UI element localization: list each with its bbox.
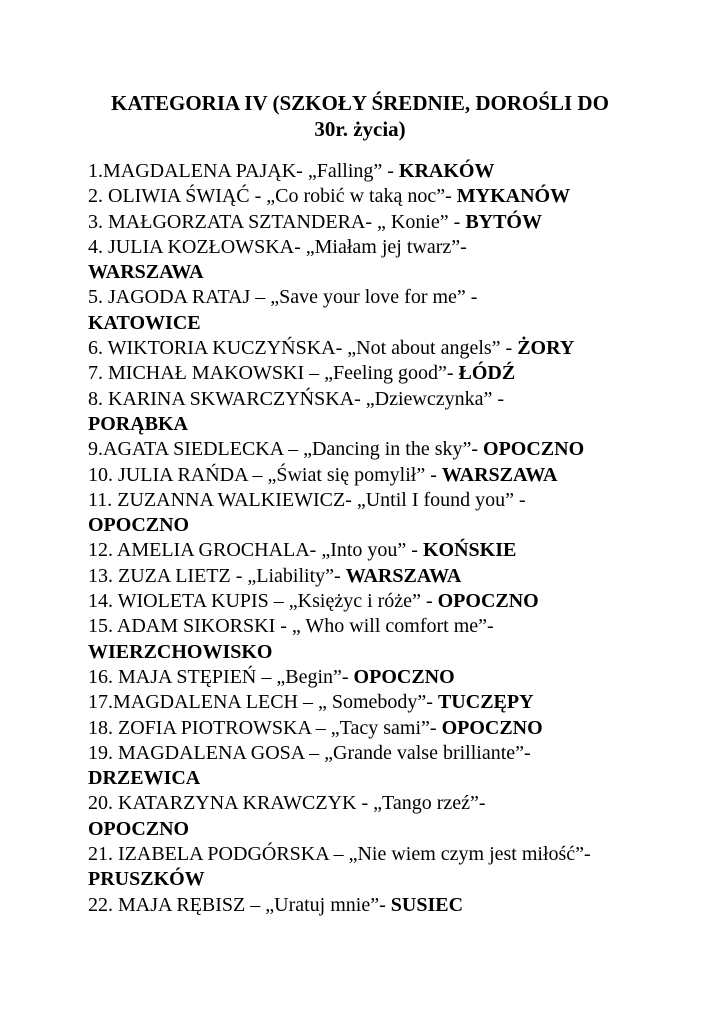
list-item — [88, 538, 688, 563]
entry-text: 15. ADAM SIKORSKI - „ Who will comfort me”- — [88, 615, 494, 638]
entry-text: 1.MAGDALENA PAJĄK- „Falling” - — [88, 160, 399, 182]
entry-city: OPOCZNO — [88, 514, 190, 537]
list-item — [88, 184, 688, 209]
list-item — [88, 437, 688, 462]
entry-text: 21. IZABELA PODGÓRSKA – „Nie wiem czym jest miłość”- — [88, 843, 591, 866]
entry-text: 20. KATARZYNA KRAWCZYK - „Tango rzeź”- — [88, 792, 486, 815]
list-item — [88, 589, 688, 614]
entry-city: ŁÓDŹ — [458, 362, 516, 385]
entry-city: OPOCZNO — [441, 716, 543, 739]
entry-city: WARSZAWA — [88, 261, 204, 284]
entry-text: 2. OLIWIA ŚWIĄĆ - „Co robić w taką noc”- — [88, 185, 457, 208]
entry-text: 13. ZUZA LIETZ - „Liability”- — [88, 564, 346, 587]
list-item — [88, 463, 688, 488]
entry-city: ŻORY — [517, 337, 575, 360]
entry-text: 7. MICHAŁ MAKOWSKI – „Feeling good”- — [88, 362, 459, 385]
list-item — [88, 791, 688, 842]
participants-list — [88, 159, 688, 918]
title-line-2: 30r. życia) — [314, 117, 406, 141]
list-item — [88, 488, 688, 539]
entry-city: WARSZAWA — [345, 564, 462, 587]
list-item — [88, 741, 688, 792]
entry-text: 5. JAGODA RATAJ – „Save your love for me” - — [88, 286, 478, 309]
entry-city: OPOCZNO — [88, 817, 190, 840]
entry-city: OPOCZNO — [353, 665, 455, 688]
entry-city: DRZEWICA — [88, 767, 201, 790]
entry-text: 4. JULIA KOZŁOWSKA- „Miałam jej twarz”- — [88, 235, 467, 258]
entry-city: TUCZĘPY — [437, 691, 534, 714]
entry-city: KOŃSKIE — [422, 539, 517, 562]
list-item — [88, 336, 688, 361]
entry-city: OPOCZNO — [437, 590, 539, 613]
entry-text: 19. MAGDALENA GOSA – „Grande valse brilliante”- — [88, 741, 531, 764]
entry-text: 18. ZOFIA PIOTROWSKA – „Tacy sami”- — [88, 716, 442, 739]
list-item — [88, 235, 688, 286]
list-item — [88, 361, 688, 386]
entry-city: OPOCZNO — [483, 438, 585, 461]
entry-text: 12. AMELIA GROCHALA- „Into you” - — [88, 539, 423, 562]
entry-city: MYKANÓW — [456, 185, 571, 208]
list-item — [88, 159, 688, 184]
list-item — [88, 614, 688, 665]
entry-text: 14. WIOLETA KUPIS – „Księżyc i róże” - — [88, 590, 438, 613]
entry-text: 8. KARINA SKWARCZYŃSKA- „Dziewczynka” - — [88, 387, 505, 410]
category-title — [80, 90, 640, 142]
entry-city: KRAKÓW — [398, 160, 495, 182]
title-line-1: KATEGORIA IV (SZKOŁY ŚREDNIE, DOROŚLI DO — [111, 91, 609, 115]
entry-text: 22. MAJA RĘBISZ – „Uratuj mnie”- — [88, 893, 391, 916]
entry-text: 17.MAGDALENA LECH – „ Somebody”- — [88, 691, 438, 714]
entry-city: KATOWICE — [88, 311, 201, 334]
entry-text: 11. ZUZANNA WALKIEWICZ- „Until I found you” - — [88, 488, 526, 511]
entry-city: WARSZAWA — [441, 463, 558, 486]
list-item — [88, 690, 688, 715]
list-item — [88, 842, 688, 893]
list-item — [88, 893, 688, 918]
entry-city: WIERZCHOWISKO — [88, 640, 273, 663]
entry-text: 3. MAŁGORZATA SZTANDERA- „ Konie” - — [88, 210, 466, 233]
entry-text: 6. WIKTORIA KUCZYŃSKA- „Not about angels” - — [88, 337, 518, 360]
entry-text: 9.AGATA SIEDLECKA – „Dancing in the sky”- — [88, 438, 484, 461]
entry-text: 16. MAJA STĘPIEŃ – „Begin”- — [88, 665, 354, 688]
list-item — [88, 285, 688, 336]
entry-city: BYTÓW — [465, 210, 542, 233]
list-item — [88, 387, 688, 438]
list-item — [88, 716, 688, 741]
entry-city: PORĄBKA — [88, 412, 188, 435]
entry-text: 10. JULIA RAŃDA – „Świat się pomylił” - — [88, 463, 442, 486]
entry-city: PRUSZKÓW — [88, 868, 205, 891]
entry-city: SUSIEC — [390, 893, 464, 916]
list-item — [88, 665, 688, 690]
list-item — [88, 210, 688, 235]
list-item — [88, 564, 688, 589]
